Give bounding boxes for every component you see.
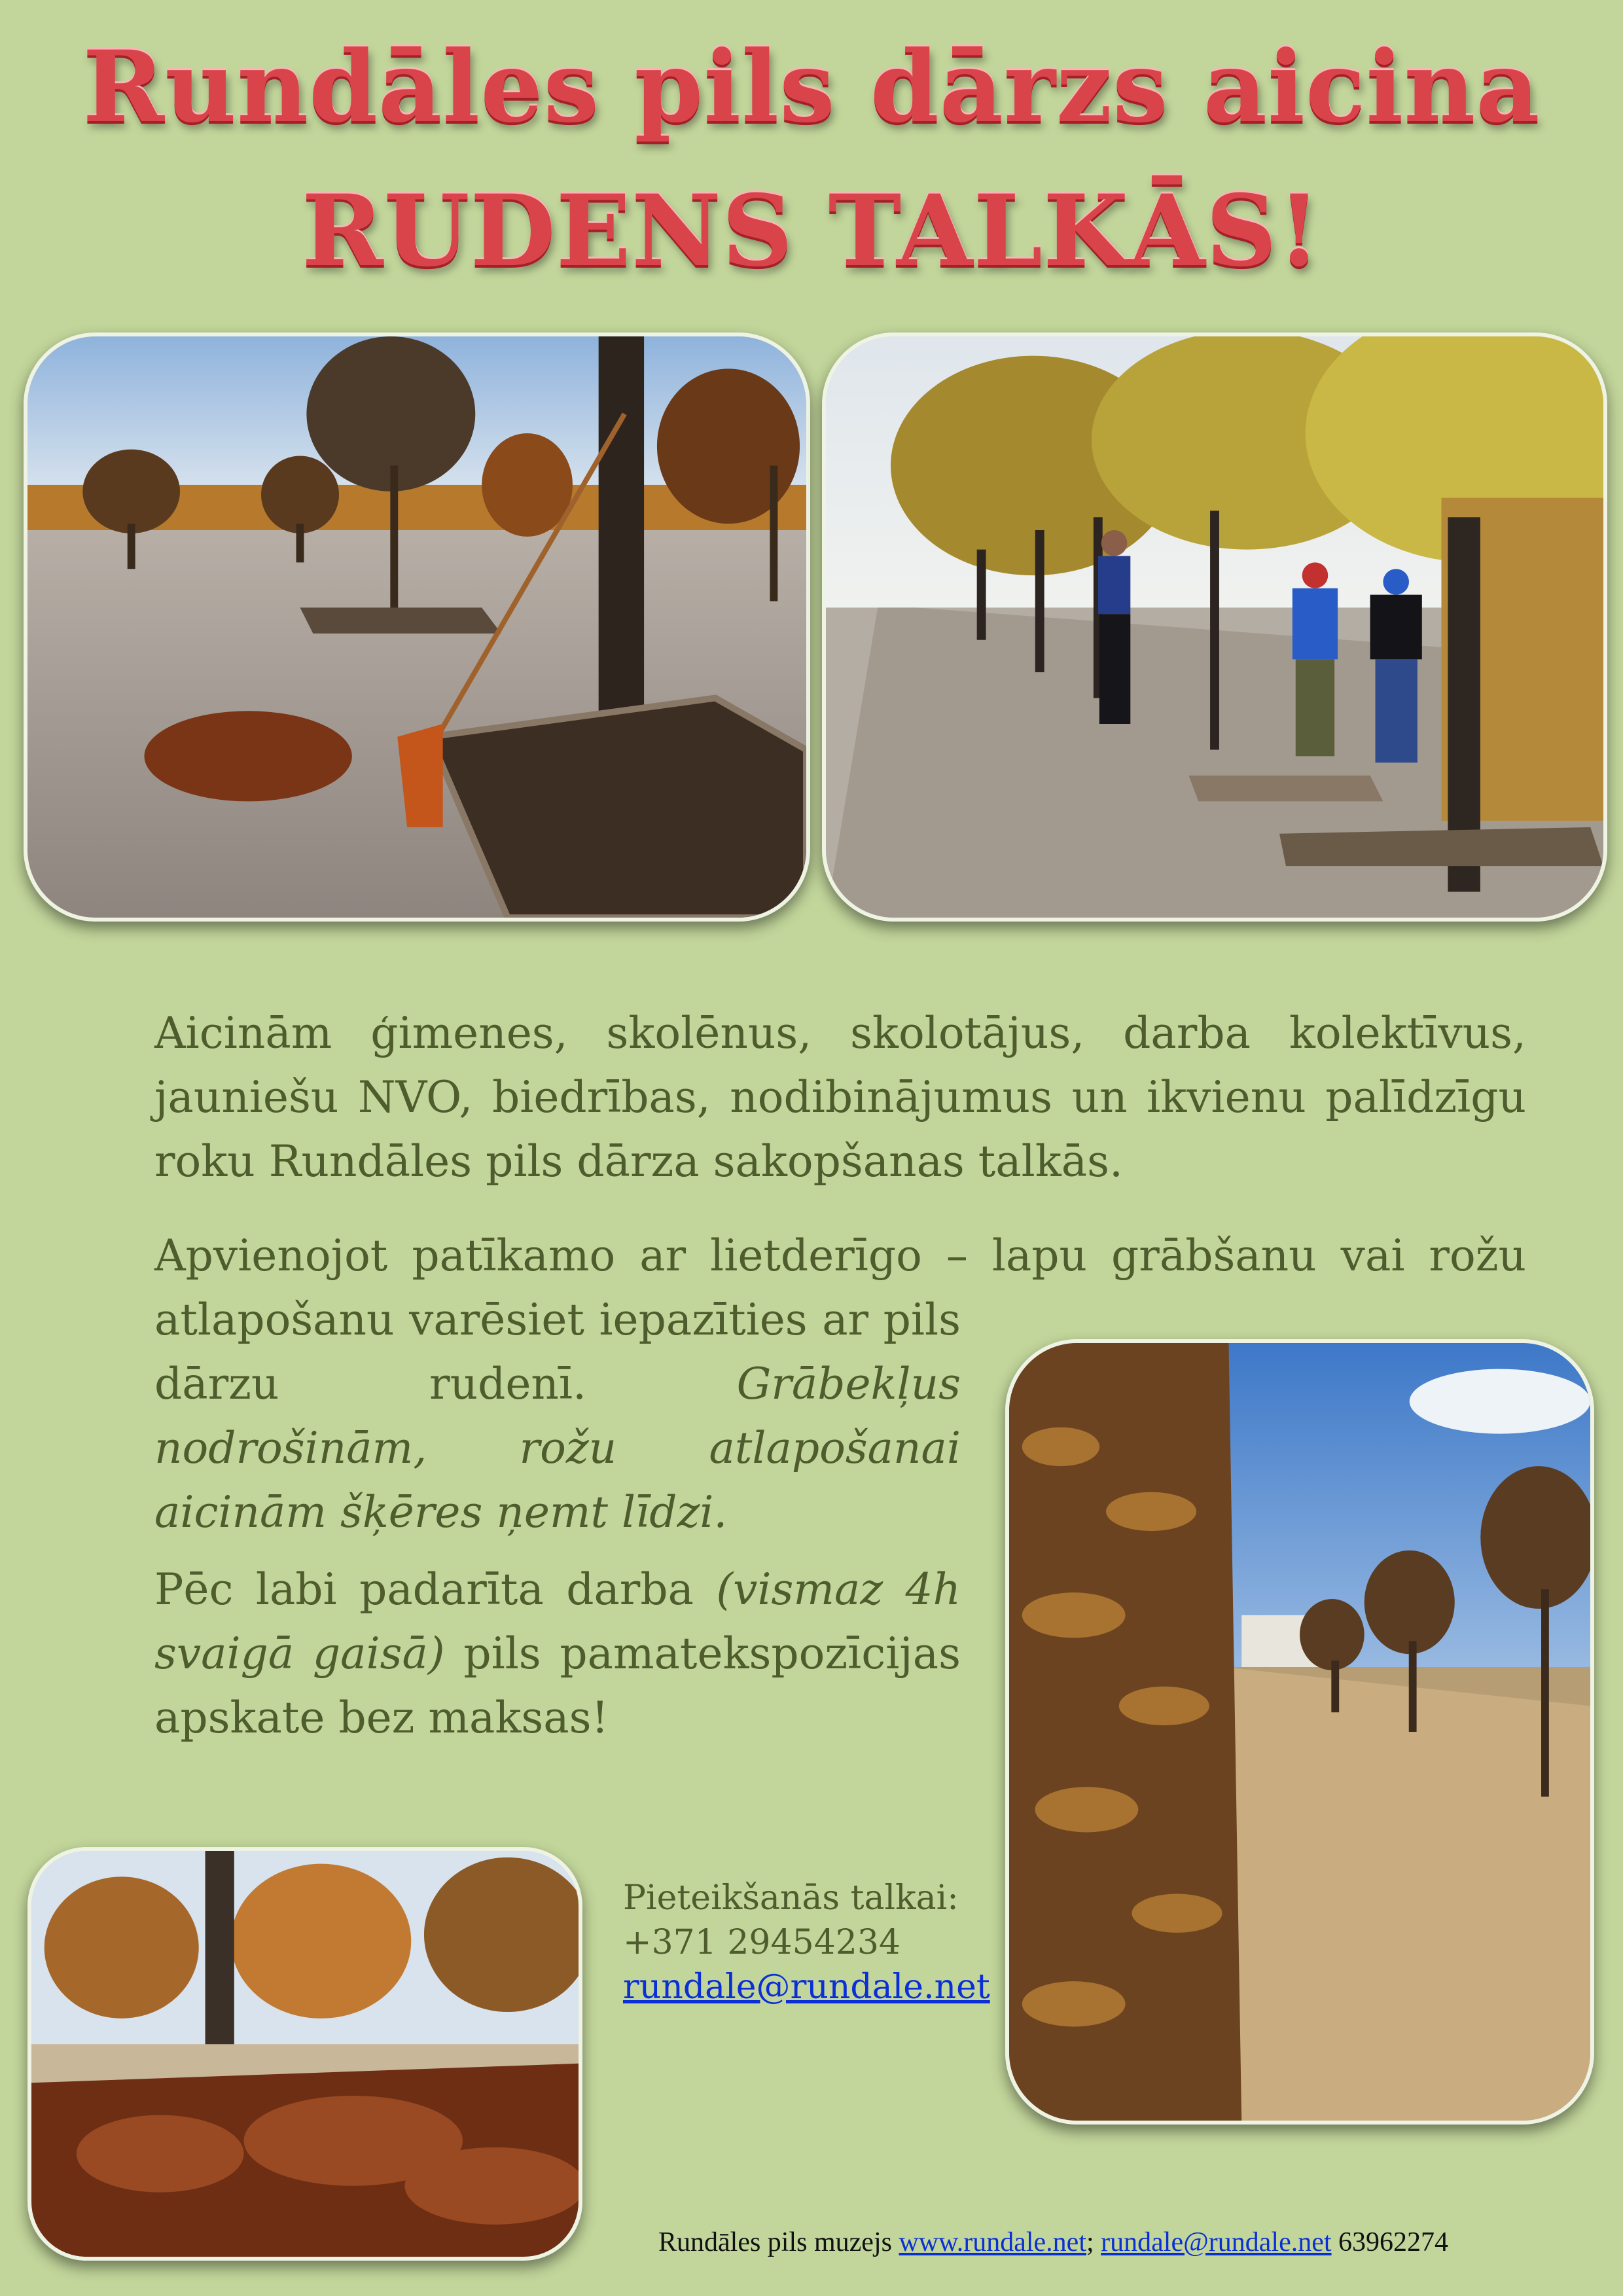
paragraph-reward-end: pils pamatekspozīcijas apskate bez maksas!	[154, 1628, 961, 1743]
paragraph-reward-italic: (vismaz 4h svaigā gaisā)	[154, 1564, 961, 1679]
paragraph-combine-italic: Grābekļus nodrošinām, rožu atlapošanai aicinām šķēres ņemt līdzi.	[154, 1359, 961, 1537]
footer-website-link[interactable]: www.rundale.net	[899, 2227, 1086, 2257]
paragraph-combine-text: atlapošanu varēsiet iepazīties ar pils dārzu rudenī.	[154, 1295, 961, 1409]
paragraph-combine-first-line: Apvienojot patīkamo ar lietderīgo – lapu grābšanu vai rožu	[154, 1230, 1526, 1281]
paragraph-reward-start: Pēc labi padarīta darba	[154, 1564, 694, 1615]
paragraph-invitation: Aicinām ģimenes, skolēnus, skolotājus, darba kolektīvus, jauniešu NVO, biedrības, nodibinājumus un ikvienu palīdzīgu roku Rundāles pils dārza sakopšanas talkās.	[154, 1008, 1526, 1187]
contact-block	[623, 1876, 990, 2009]
photo-leaf-pile-park	[27, 1847, 582, 2261]
paragraph-reward	[154, 1558, 961, 1750]
photo-raked-leaves-tree-bed	[24, 332, 810, 922]
contact-phone: +371 29454234	[623, 1923, 901, 1962]
contact-email-link[interactable]: rundale@rundale.net	[623, 1967, 990, 2007]
footer-phone: 63962274	[1338, 2227, 1449, 2257]
footer-separator: ;	[1086, 2227, 1094, 2257]
photo-volunteers-raking-alley	[822, 332, 1607, 922]
paragraph-combine-rest	[154, 1288, 961, 1545]
footer	[658, 2227, 1448, 2258]
footer-email-link[interactable]: rundale@rundale.net	[1101, 2227, 1332, 2257]
contact-label: Pieteikšanās talkai:	[623, 1878, 959, 1918]
photo-leaf-hedge-palace	[1005, 1339, 1594, 2125]
page-title-line2: RUDENS TALKĀS!	[302, 173, 1321, 289]
page-title-line1: Rundāles pils dārzs aicina	[82, 29, 1541, 145]
footer-org: Rundāles pils muzejs	[658, 2227, 892, 2257]
